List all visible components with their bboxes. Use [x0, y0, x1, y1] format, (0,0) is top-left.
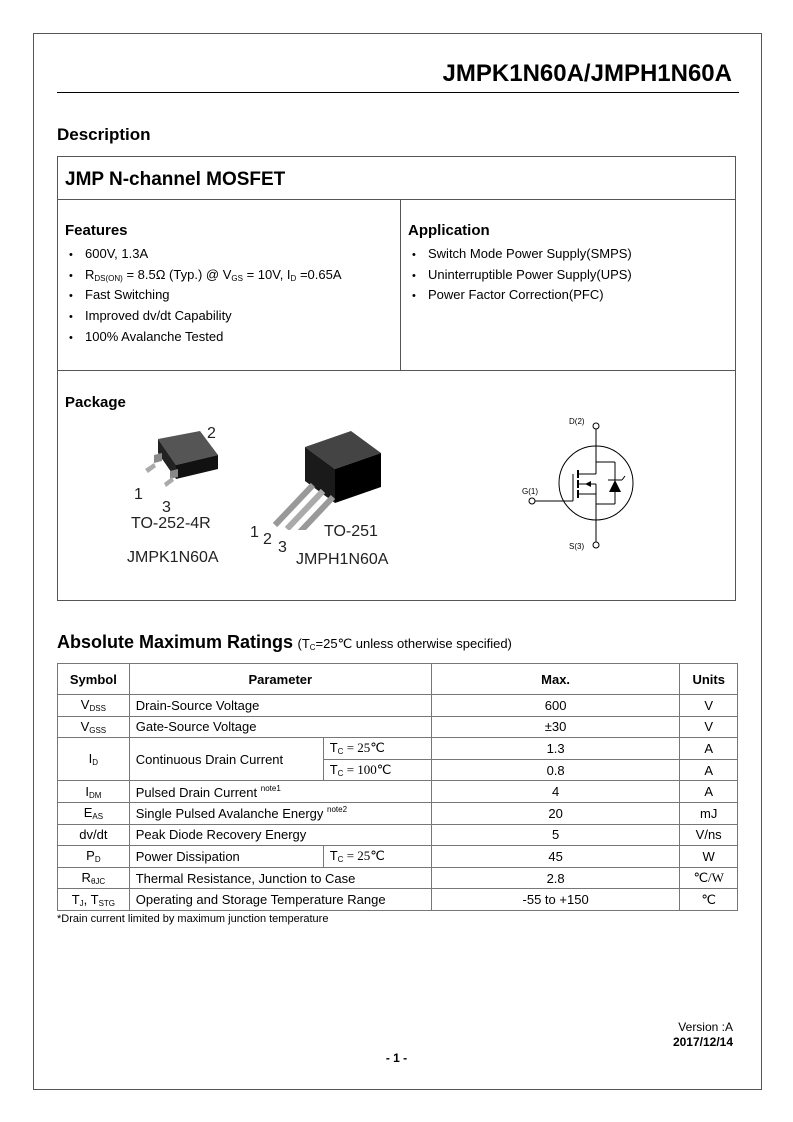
application-list	[412, 244, 632, 306]
source-label: S(3)	[569, 542, 585, 551]
header-symbol: Symbol	[58, 664, 130, 695]
product-title-bar	[58, 157, 735, 200]
mosfet-symbol-icon	[513, 412, 688, 552]
list-item: • Power Factor Correction(PFC)	[412, 287, 604, 303]
footnote: *Drain current limited by maximum junction temperature	[57, 913, 329, 925]
ratings-table	[57, 663, 738, 911]
to252-part: JMPK1N60A	[127, 549, 219, 566]
list-item: • Uninterruptible Power Supply(UPS)	[412, 266, 632, 282]
revision-date: 2017/12/14	[672, 1035, 733, 1049]
table-row: $T_J$, $T_{STG}$ Operating and Storage Temperature Range -55 to +150 ℃	[58, 889, 738, 911]
features-title: Features	[65, 222, 128, 239]
page-number: - 1 -	[385, 1051, 408, 1065]
to252-pin1: 1	[134, 486, 143, 503]
description-box	[57, 156, 736, 601]
to251-pin3: 3	[278, 539, 287, 556]
ratings-heading: Absolute Maximum Ratings ($T_C=25℃$ unless otherwise specified)	[57, 632, 512, 652]
document-title: JMPK1N60A/JMPH1N60A	[442, 60, 732, 87]
table-row: $R_{\theta JC}$ Thermal Resistance, Junction to Case 2.8 ℃/W	[58, 867, 738, 889]
table-header-row	[58, 664, 738, 695]
to252-pin3: 3	[162, 499, 171, 516]
to252-pin2: 2	[207, 425, 216, 442]
to251-part: JMPH1N60A	[296, 551, 389, 568]
table-row: $V_{GSS}$ Gate-Source Voltage ±30 V	[58, 716, 738, 738]
table-row: $I_D$ Continuous Drain Current $T_C$ = 25℃ 1.3 A	[58, 738, 738, 760]
header-max: Max.	[431, 664, 680, 695]
package-title: Package	[65, 394, 126, 411]
features-list	[69, 244, 342, 347]
to252-package-image	[140, 427, 230, 497]
to251-pin1: 1	[250, 524, 259, 541]
list-item: • Switch Mode Power Supply(SMPS)	[412, 246, 632, 261]
to252-name: TO-252-4R	[131, 515, 211, 532]
product-title: JMP N-channel MOSFET	[65, 169, 286, 190]
version-block	[673, 1020, 733, 1050]
table-row: $T_C$ = 100℃ 0.8 A	[58, 759, 738, 781]
gate-label: G(1)	[522, 487, 538, 496]
to251-name: TO-251	[324, 523, 378, 540]
to251-pin2: 2	[263, 531, 272, 548]
list-item: • 100% Avalanche Tested	[69, 328, 224, 344]
title-rule	[57, 92, 739, 93]
list-item: • 600V, 1.3A	[69, 246, 149, 261]
features-section	[58, 200, 401, 371]
list-item: • Improved dv/dt Capability	[69, 308, 232, 324]
header-units: Units	[680, 664, 738, 695]
table-row: $P_D$ Power Dissipation $T_C$ = 25℃ 45 W	[58, 846, 738, 868]
list-item: • Fast Switching	[69, 287, 170, 303]
description-heading: Description	[57, 125, 151, 144]
table-row: $I_{DM}$ Pulsed Drain Current $^{note1}$ 4 A	[58, 781, 738, 803]
header-parameter: Parameter	[129, 664, 431, 695]
version-label: Version :A	[678, 1020, 733, 1034]
application-title: Application	[408, 222, 490, 239]
table-row: $V_{DSS}$ Drain-Source Voltage 600 V	[58, 695, 738, 717]
drain-label: D(2)	[569, 417, 585, 426]
table-row: dv/dt Peak Diode Recovery Energy 5 V/ns	[58, 824, 738, 846]
to251-package-image	[263, 425, 388, 530]
list-item: • $R_{DS(ON)} = 8.5\Omega$ (Typ.) @ $V_{GS} = 10V$, $I_D =0.65A$	[69, 266, 342, 283]
application-section	[401, 200, 735, 371]
table-row: $E_{AS}$ Single Pulsed Avalanche Energy $^{note2}$ 20 mJ	[58, 802, 738, 824]
